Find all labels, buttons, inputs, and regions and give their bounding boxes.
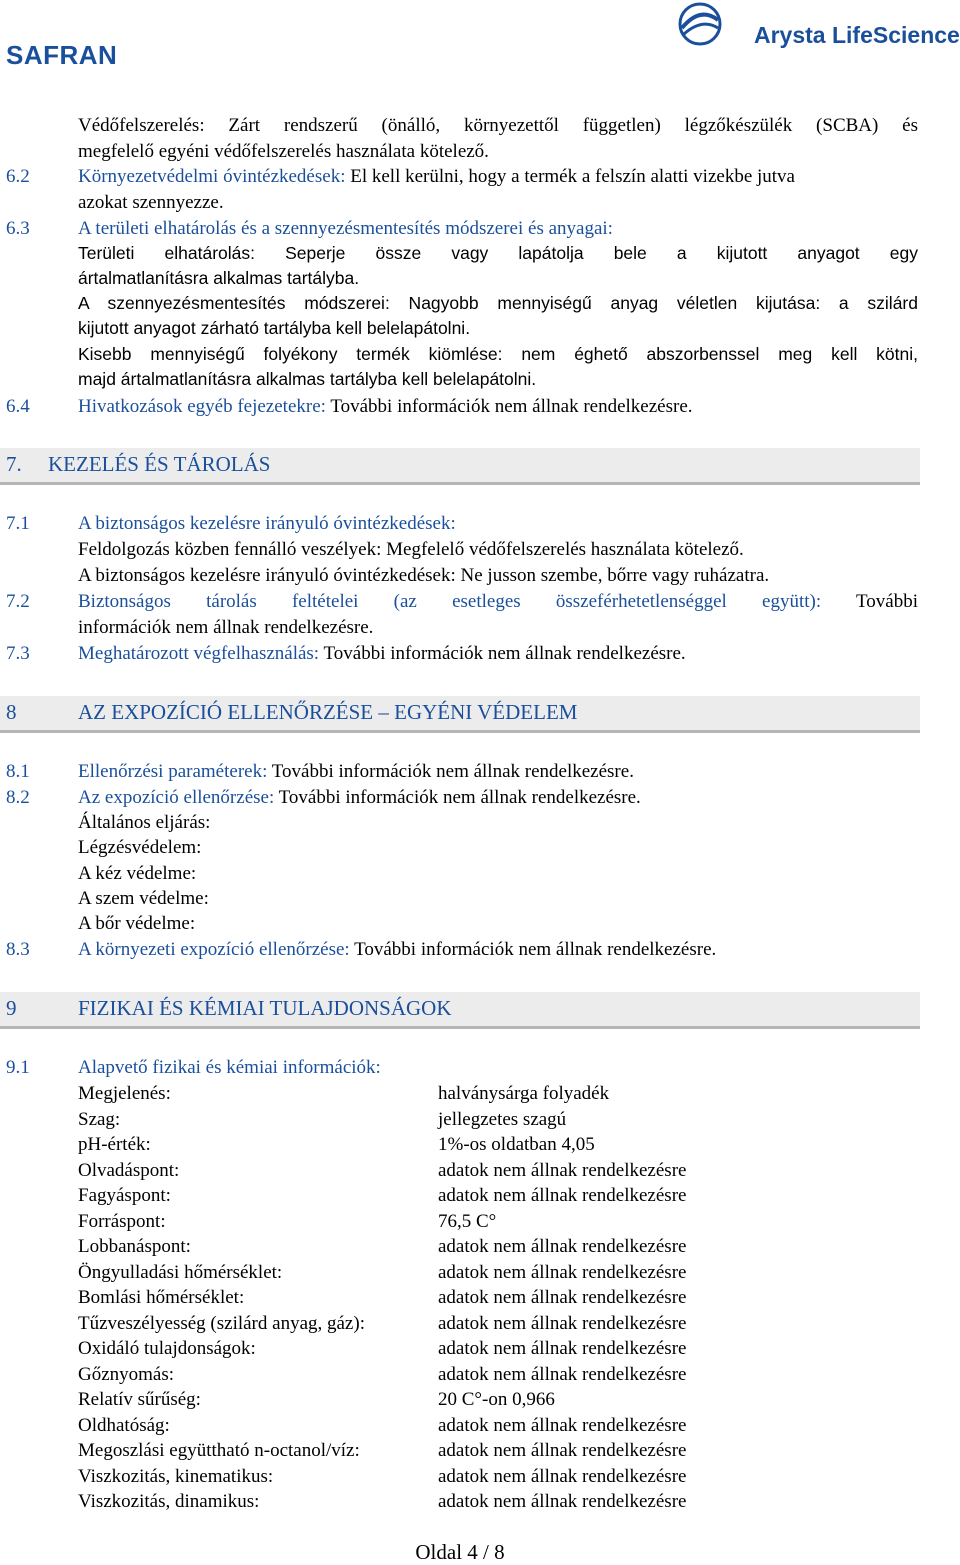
property-value: jellegzetes szagú xyxy=(438,1108,567,1130)
property-value: adatok nem állnak rendelkezésre xyxy=(438,1236,687,1257)
s71-line-2: A biztonságos kezelésre irányuló óvintézkedések: Ne jusson szembe, bőrre vagy ruházatra. xyxy=(78,565,770,586)
property-row xyxy=(0,1387,960,1412)
property-name: Tűzveszélyesség (szilárd anyag, gáz): xyxy=(78,1312,365,1334)
property-value: 1%-os oldatban 4,05 xyxy=(438,1134,595,1155)
subsection-6-3: 6.3 A területi elhatárolás és a szennyezésmentesítés módszerei és anyagai: xyxy=(6,218,613,239)
arysta-logo-icon xyxy=(660,2,740,46)
property-row xyxy=(0,1311,960,1336)
property-row xyxy=(0,1132,960,1157)
property-value: adatok nem állnak rendelkezésre xyxy=(438,1338,687,1359)
property-value: adatok nem állnak rendelkezésre xyxy=(438,1363,687,1385)
property-name: Bomlási hőmérséklet: xyxy=(78,1287,245,1308)
property-value: adatok nem állnak rendelkezésre xyxy=(438,1185,687,1206)
property-name: Forráspont: xyxy=(78,1210,166,1232)
s82-item: A kéz védelme: xyxy=(78,863,197,884)
property-row xyxy=(0,1209,960,1234)
property-value: adatok nem állnak rendelkezésre xyxy=(438,1440,687,1461)
subsection-7-2: 7.2 Biztonságos tárolás feltételei (az esetleges összeférhetetlenséggel együtt): További xyxy=(6,591,918,612)
s82-item: Légzésvédelem: xyxy=(78,837,202,858)
subsection-9-1: 9.1 Alapvető fizikai és kémiai információk: xyxy=(6,1057,381,1078)
property-value: 20 C°-on 0,966 xyxy=(438,1389,555,1410)
s63-line-5: Kisebb mennyiségű folyékony termék kiömlése: nem éghető abszorbenssel meg kell kötni, xyxy=(78,344,918,364)
subsection-7-1: 7.1 A biztonságos kezelésre irányuló óvintézkedések: xyxy=(6,513,456,534)
logo-text: Arysta LifeScience xyxy=(754,22,960,48)
s63-line-2: ártalmatlanításra alkalmas tartályba. xyxy=(78,268,360,288)
property-row xyxy=(0,1081,960,1106)
subsection-6-4: 6.4 Hivatkozások egyéb fejezetekre: További információk nem állnak rendelkezésre. xyxy=(6,396,693,417)
page-footer: Oldal 4 / 8 xyxy=(415,1540,505,1564)
property-name: Megjelenés: xyxy=(78,1083,171,1104)
subsection-8-1: 8.1 Ellenőrzési paraméterek: További információk nem állnak rendelkezésre. xyxy=(6,761,634,782)
subsection-8-3: 8.3 A környezeti expozíció ellenőrzése: További információk nem állnak rendelkezésre. xyxy=(6,939,717,960)
property-row xyxy=(0,1362,960,1387)
property-row xyxy=(0,1183,960,1208)
property-value: adatok nem állnak rendelkezésre xyxy=(438,1159,687,1181)
property-name: Relatív sűrűség: xyxy=(78,1389,201,1410)
property-value: adatok nem állnak rendelkezésre xyxy=(438,1312,687,1334)
property-name: Viszkozitás, dinamikus: xyxy=(78,1491,260,1512)
property-name: Öngyulladási hőmérséklet: xyxy=(78,1261,283,1283)
property-value: 76,5 C° xyxy=(438,1210,497,1232)
property-name: Megoszlási együttható n-octanol/víz: xyxy=(78,1440,360,1461)
arysta-logo xyxy=(660,2,960,46)
property-name: Viszkozitás, kinematikus: xyxy=(78,1465,274,1487)
subsection-6-2-line-2: azokat szennyezze. xyxy=(78,192,224,213)
property-value: adatok nem állnak rendelkezésre xyxy=(438,1465,687,1487)
intro-line-2: megfelelő egyéni védőfelszerelés használata kötelező. xyxy=(78,141,489,162)
property-name: Lobbanáspont: xyxy=(78,1236,191,1257)
property-value: adatok nem állnak rendelkezésre xyxy=(438,1414,687,1436)
property-value: adatok nem állnak rendelkezésre xyxy=(438,1261,687,1283)
section-8-heading: 8 AZ EXPOZÍCIÓ ELLENŐRZÉSE – EGYÉNI VÉDELEM xyxy=(0,696,920,733)
property-name: pH-érték: xyxy=(78,1134,151,1155)
property-row xyxy=(0,1260,960,1285)
property-row xyxy=(0,1464,960,1489)
document-brand-title: SAFRAN xyxy=(6,40,118,70)
s63-line-3: A szennyezésmentesítés módszerei: Nagyobb mennyiségű anyag véletlen kijutása: a szilárd xyxy=(78,293,918,313)
property-row xyxy=(0,1413,960,1438)
s82-item: A bőr védelme: xyxy=(78,913,196,934)
property-row xyxy=(0,1489,960,1514)
s63-line-4: kijutott anyagot zárható tartályba kell belelapátolni. xyxy=(78,318,471,338)
intro-line-1: Védőfelszerelés: Zárt rendszerű (önálló, környezettől független) légzőkészülék (SCBA) és xyxy=(78,115,918,136)
s82-item: A szem védelme: xyxy=(78,888,209,909)
property-name: Gőznyomás: xyxy=(78,1363,175,1385)
s71-line-1: Feldolgozás közben fennálló veszélyek: Megfelelő védőfelszerelés használata kötelező. xyxy=(78,539,744,560)
property-name: Oxidáló tulajdonságok: xyxy=(78,1338,256,1359)
subsection-7-3: 7.3 Meghatározott végfelhasználás: További információk nem állnak rendelkezésre. xyxy=(6,643,686,664)
property-name: Olvadáspont: xyxy=(78,1159,180,1181)
s63-line-6: majd ártalmatlanításra alkalmas tartályba kell belelapátolni. xyxy=(78,369,537,389)
property-value: adatok nem állnak rendelkezésre xyxy=(438,1287,687,1308)
subsection-6-2: 6.2 Környezetvédelmi óvintézkedések: El kell kerülni, hogy a termék a felszín alatti vizekbe jutva xyxy=(6,166,795,187)
property-row xyxy=(0,1336,960,1361)
property-value: halványsárga folyadék xyxy=(438,1083,610,1104)
section-9-heading: 9 FIZIKAI ÉS KÉMIAI TULAJDONSÁGOK xyxy=(0,992,920,1029)
s72-line-2: információk nem állnak rendelkezésre. xyxy=(78,617,374,638)
property-name: Fagyáspont: xyxy=(78,1185,171,1206)
property-value: adatok nem állnak rendelkezésre xyxy=(438,1491,687,1512)
s63-line-1: Területi elhatárolás: Seperje össze vagy lapátolja bele a kijutott anyagot egy xyxy=(78,243,918,263)
property-row xyxy=(0,1234,960,1259)
property-name: Szag: xyxy=(78,1108,121,1130)
property-row xyxy=(0,1438,960,1463)
subsection-8-2: 8.2 Az expozíció ellenőrzése: További információk nem állnak rendelkezésre. xyxy=(6,787,641,808)
section-7-heading: 7. KEZELÉS ÉS TÁROLÁS xyxy=(0,448,920,485)
property-row xyxy=(0,1285,960,1310)
s82-item: Általános eljárás: xyxy=(78,812,211,833)
property-row xyxy=(0,1158,960,1183)
property-row xyxy=(0,1107,960,1132)
property-name: Oldhatóság: xyxy=(78,1414,170,1436)
